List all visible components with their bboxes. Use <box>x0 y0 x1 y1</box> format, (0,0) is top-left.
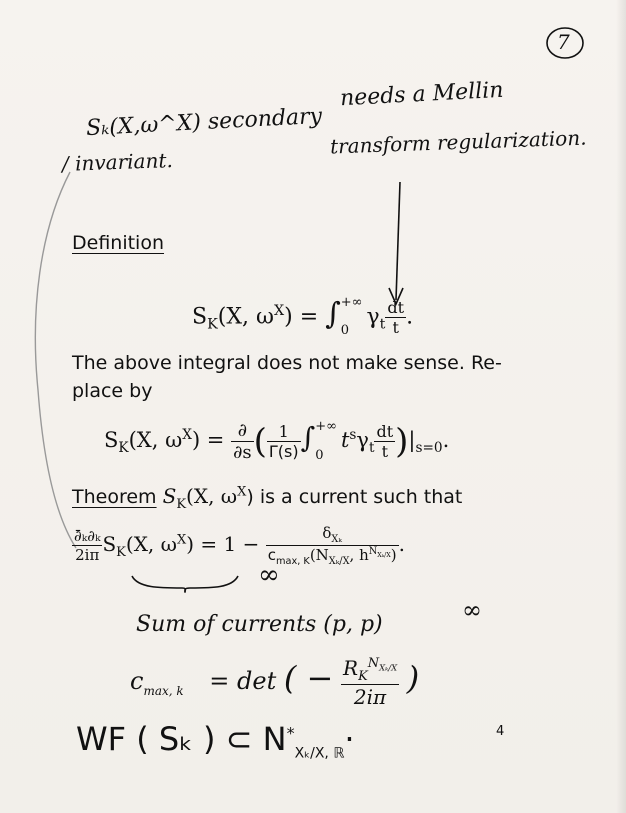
eq2-inner-den: Γ(s) <box>268 442 299 461</box>
eq2-d-den: ∂s <box>233 442 252 463</box>
eq3-rhs-num-sub: Xₖ <box>331 534 342 545</box>
eq1-end: . <box>406 304 414 330</box>
eq1-args-close: ) = <box>284 304 326 330</box>
eq2-integral: ∫ <box>300 421 316 454</box>
footer-page-number: 4 <box>496 724 505 739</box>
eq3-rhs-den-close: ) <box>390 546 397 564</box>
eq2-eval: | <box>408 428 416 452</box>
eq3-rhs-den-sup-sub: Xₖ/X <box>377 551 391 559</box>
wf-sub: Xₖ/X, ℝ <box>294 745 345 762</box>
eq3-end: . <box>398 532 405 556</box>
eq1-integrand: γ <box>366 304 380 330</box>
circled-page-number: 7 <box>557 30 570 54</box>
eq1-integrand-sub: t <box>379 316 386 333</box>
eq2-gamma: γ <box>356 428 369 452</box>
eq3-rhs-den-mid: , h <box>349 546 369 564</box>
eq3-rhs-den-sup: N <box>368 546 378 557</box>
eq1-frac-den: t <box>392 317 399 337</box>
cmax-R-sup: N <box>367 656 380 672</box>
wf-sup: * <box>286 723 295 743</box>
handwritten-infinity-left: ∞ <box>258 560 280 590</box>
cmax-c: c <box>130 667 144 695</box>
eq2-gamma-sub: t <box>368 440 375 457</box>
right-handwritten-note-line2: transform regularization. <box>329 125 587 159</box>
eq3-s-sub: K <box>116 545 126 560</box>
right-handwritten-note-line1: needs a Mellin <box>339 77 505 112</box>
left-handwritten-note-line1: Sₖ(X,ω^X) secondary <box>85 103 323 142</box>
theorem-args: (X, ω <box>186 484 238 508</box>
eq2-t-sup: s <box>349 427 357 443</box>
eq1-integral: ∫ <box>325 296 341 332</box>
eq3-frac-num: ∂̄ₖ∂ₖ <box>74 527 101 545</box>
definition-heading: Definition <box>72 232 165 254</box>
cmax-paren-close: ) <box>406 659 420 697</box>
eq2-inner-num: 1 <box>267 422 301 442</box>
eq1-lhs: S <box>192 304 208 330</box>
equation-2: $S_K(X$, $\omega^X$) = $\frac{\partial}{\partial s}$ ( $\frac{1}{\Gamma(s)}$ ∫ +∞ 0 $t^s\gamma_t$ $\frac{dt}{t}$ )$|_{s=0}$. <box>104 419 450 463</box>
theorem-label: Theorem <box>72 486 157 508</box>
eq2-args-close: ) = <box>191 428 232 452</box>
paragraph-line-1: The above integral does not make sense. Re- <box>72 352 502 374</box>
paragraph-line-2: place by <box>72 380 153 402</box>
eq1-lhs-sub: K <box>207 316 218 333</box>
theorem-post: ) is a current such that <box>246 486 463 508</box>
eq3-args-sup: X <box>176 532 187 548</box>
wf-dot: · <box>344 720 355 758</box>
eq3-rhs-den: c <box>267 546 276 564</box>
eq2-lower: 0 <box>315 447 324 463</box>
eq3-frac-den: 2iπ <box>75 546 100 564</box>
eq2-d-num: ∂ <box>231 420 254 442</box>
left-handwritten-note-line2: / invariant. <box>61 148 174 176</box>
eq1-frac-num: dt <box>387 297 405 317</box>
cmax-R-sub: K <box>358 669 368 684</box>
theorem-s: S <box>162 484 177 508</box>
cmax-paren-open: ( − <box>283 659 334 697</box>
page-edge-shadow <box>616 0 626 813</box>
wf-main: WF ( Sₖ ) ⊂ N <box>76 720 287 758</box>
eq3-args: (X, ω <box>125 532 177 556</box>
equation-3 <box>72 524 405 567</box>
cmax-R-sup-sub: Xₖ/X <box>379 662 398 673</box>
eq1-lower: 0 <box>340 323 350 339</box>
eq2-eval-sub: s=0 <box>415 440 443 457</box>
cmax-den: 2iπ <box>353 685 387 709</box>
handwritten-sum-of-currents: Sum of currents (p, p) <box>136 612 383 637</box>
eq2-upper: +∞ <box>315 419 337 435</box>
eq2-t: t <box>340 428 350 452</box>
eq2-args-sup: X <box>182 427 192 443</box>
cmax-eq: = det <box>209 667 277 695</box>
cmax-sub: max, k <box>143 683 184 698</box>
eq3-rhs-den-args: (N <box>309 546 329 564</box>
eq2-args: (X, ω <box>128 428 183 452</box>
handwritten-cmax-formula <box>130 656 419 709</box>
handwritten-wf-line <box>76 720 355 761</box>
eq1-upper: +∞ <box>340 295 363 310</box>
eq2-frac-num: dt <box>376 422 394 441</box>
eq2-frac-den: t <box>381 442 389 461</box>
underbrace-mark <box>130 574 240 594</box>
eq3-rhs-num: δ <box>322 524 332 542</box>
eq2-lhs: S <box>104 428 119 452</box>
eq3-args-close: ) = 1 − <box>186 532 266 556</box>
theorem-s-sub: K <box>176 497 187 512</box>
handwritten-infinity-right: ∞ <box>462 596 482 624</box>
eq3-rhs-den-sub: max, K <box>275 556 310 567</box>
eq1-args: (X, ω <box>217 304 274 330</box>
eq3-rhs-den-args-sub: Xₖ/X <box>328 556 350 567</box>
eq1-args-sup: X <box>273 302 285 319</box>
eq3-s: S <box>102 532 117 556</box>
down-arrow <box>385 180 415 310</box>
eq2-end: . <box>442 428 450 452</box>
cmax-R: R <box>343 656 359 680</box>
theorem-args-sup: X <box>237 484 247 500</box>
theorem-line <box>72 484 462 512</box>
eq2-lhs-sub: K <box>118 440 129 457</box>
equation-1 <box>192 296 413 339</box>
